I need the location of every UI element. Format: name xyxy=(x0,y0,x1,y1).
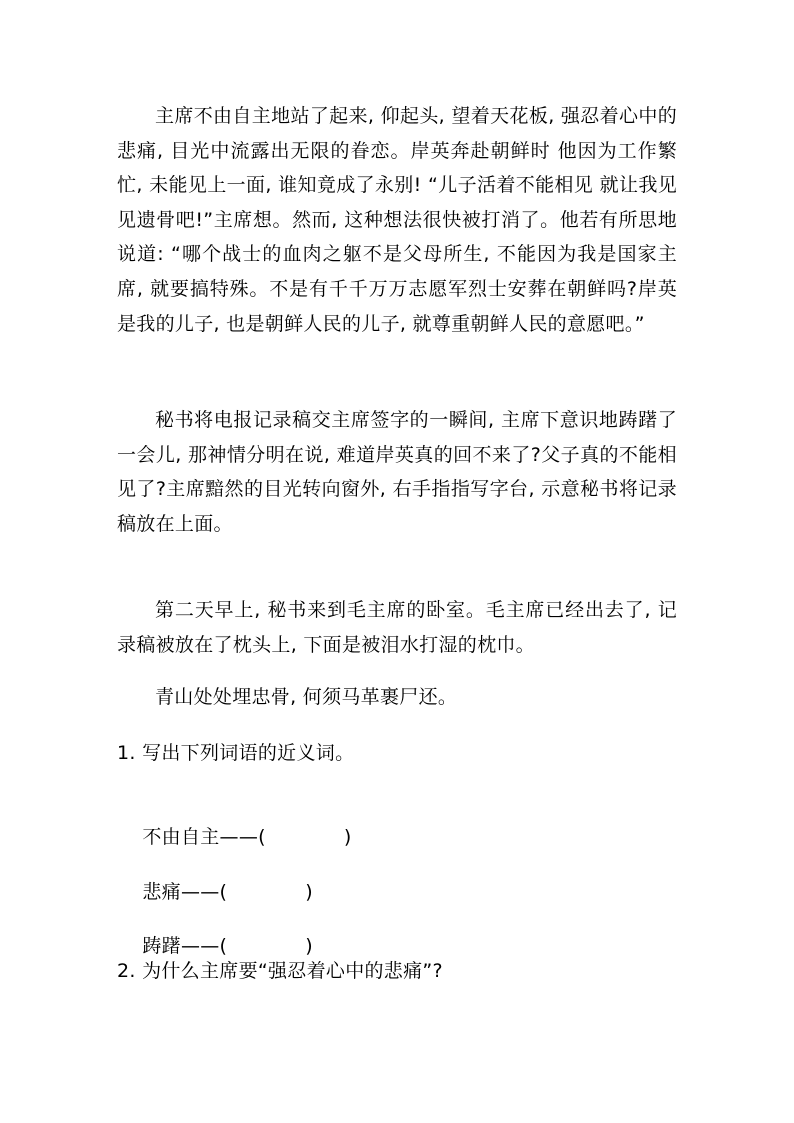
passage-paragraph-1: 主席不由自主地站了起来, 仰起头, 望着天花板, 强忍着心中的悲痛, 目光中流露出无限的眷恋。岸英奔赴朝鲜时 他因为工作繁忙, 未能见上一面, 谁知竟成了永别! “儿子活着不能相见 就让我见见遗骨吧!”主席想。然而, 这种想法很快被打消了。他若有所思地说道: “哪个战士的血肉之躯不是父母所生, 不能因为我是国家主席, 就要搞特殊。不是有千千万万志愿军烈士安葬在朝鲜吗?岸英是我的儿子, 也是朝鲜人民的儿子, 就尊重朝鲜人民的意愿吧。” xyxy=(117,105,677,335)
item-word: 踌躇——( xyxy=(142,935,228,957)
item-word: 不由自主——( xyxy=(142,826,266,848)
item-word: 悲痛——( xyxy=(142,881,228,903)
item-close: ) xyxy=(343,826,352,848)
passage-paragraph-3: 第二天早上, 秘书来到毛主席的卧室。毛主席已经出去了, 记录稿被放在了枕头上, 下面是被泪水打湿的枕巾。 xyxy=(117,599,677,656)
passage-paragraph-4: 青山处处埋忠骨, 何须马革裹尸还。 xyxy=(155,686,458,708)
question-1-title: 1. 写出下列词语的近义词。 xyxy=(117,742,355,764)
item-close: ) xyxy=(305,881,313,903)
item-close: ) xyxy=(305,935,313,957)
passage-paragraph-2: 秘书将电报记录稿交主席签字的一瞬间, 主席下意识地踌躇了一会儿, 那神情分明在说, 难道岸英真的回不来了?父子真的不能相见了?主席黯然的目光转向窗外, 右手指指写字台, 示意秘书将记录稿放在上面。 xyxy=(117,409,677,535)
question-2-title: 2. 为什么主席要“强忍着心中的悲痛”? xyxy=(117,960,443,982)
